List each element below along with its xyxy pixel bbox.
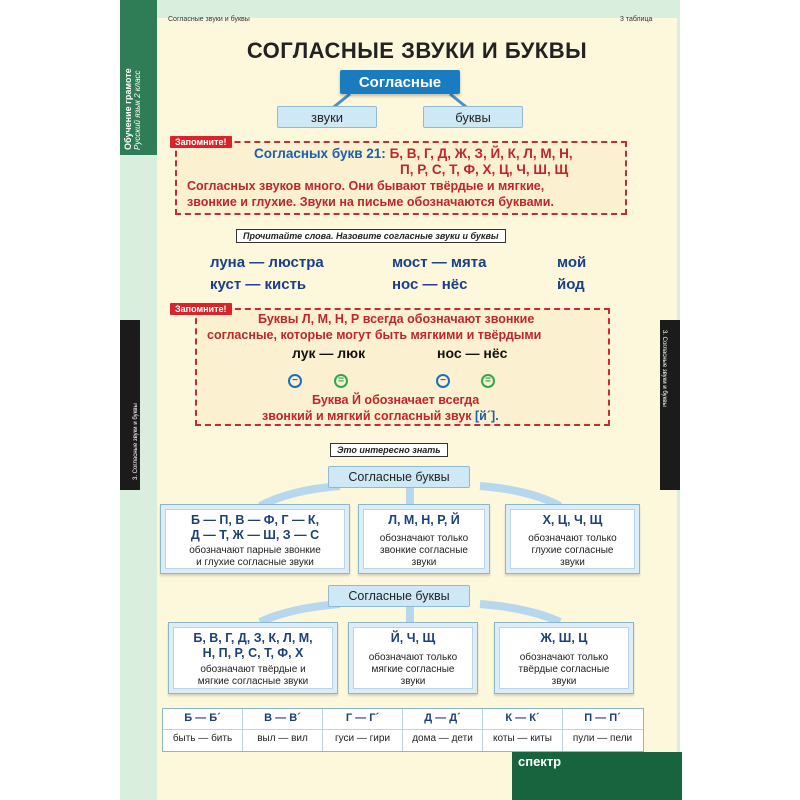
scheme-letters: буквы <box>423 106 523 128</box>
pair-cell: Д — Д´ дома — дети <box>403 709 483 751</box>
interesting-label: Это интересно знать <box>330 443 448 457</box>
card-desc: звуки <box>400 676 426 687</box>
scheme-main: Согласные <box>340 70 460 94</box>
card-desc: мягкие согласные звуки <box>197 676 309 687</box>
remember-badge-1: Запомните! <box>170 136 232 148</box>
pairs-table <box>162 708 644 752</box>
card-letters: Х, Ц, Ч, Щ <box>542 513 603 527</box>
soft-sound-icon: = <box>481 374 495 388</box>
card-letters: Д — Т, Ж — Ш, З — С <box>190 528 320 542</box>
card-desc: звуки <box>560 557 585 568</box>
sidebar-band <box>120 0 157 155</box>
hard-sound-icon: − <box>288 374 302 388</box>
right-side-tab <box>660 320 680 490</box>
header-left: Согласные звуки и буквы <box>168 16 250 23</box>
group2-card-1 <box>168 622 338 694</box>
group2-card-3 <box>494 622 634 694</box>
left-side-tab-text: 3. Согласные звуки и буквы <box>133 403 139 480</box>
pair-cell: К — К´ коты — киты <box>483 709 563 751</box>
pair-cell: П — П´ пули — пели <box>572 712 633 744</box>
card-desc: обозначают только <box>528 533 617 544</box>
hard-sound-icon: − <box>436 374 450 388</box>
card-letters: Л, М, Н, Р, Й <box>388 513 460 527</box>
rule2-line2: согласные, которые могут быть мягкими и твёрдыми <box>207 328 542 342</box>
left-side-tab <box>120 320 140 490</box>
sidebar-line2: Русский язык 2 класс <box>133 70 142 150</box>
pair-cell: В — В´ выл — вил <box>243 709 323 751</box>
card-desc: звуки <box>411 557 437 568</box>
card-letters: Б — П, В — Ф, Г — К, <box>190 513 320 527</box>
publisher-logo <box>512 752 682 800</box>
word-r2c1: куст — кисть <box>210 276 307 293</box>
word-r1c1: луна — люстра <box>210 254 324 271</box>
sidebar-line1: Обучение грамоте <box>123 68 133 150</box>
word-r1c3: мой <box>557 254 587 271</box>
page-title: СОГЛАСНЫЕ ЗВУКИ И БУКВЫ <box>246 38 588 63</box>
card-letters: Ж, Ш, Ц <box>540 631 588 645</box>
rule2-line3: Буква Й обозначает всегда <box>312 393 480 407</box>
card-desc: звуки <box>551 676 577 687</box>
card-desc: обозначают твёрдые и <box>200 664 306 675</box>
rule1-line3: Согласных звуков много. Они бывают твёрдые и мягкие, <box>187 179 545 193</box>
group1-title: Согласные буквы <box>328 466 470 488</box>
rule2-pair1: лук — люк <box>292 345 366 361</box>
soft-sound-icon: = <box>334 374 348 388</box>
word-r2c2: нос — нёс <box>392 276 468 293</box>
card-letters: Й, Ч, Щ <box>390 631 436 645</box>
card-desc: твёрдые согласные <box>518 664 610 675</box>
card-desc: обозначают только <box>519 652 609 663</box>
logo-text: спектр <box>518 754 562 769</box>
rule1-letters2: П, Р, С, Т, Ф, Х, Ц, Ч, Ш, Щ <box>400 162 569 177</box>
group1-card-3 <box>505 504 640 574</box>
card-desc: звонкие согласные <box>380 545 468 556</box>
header-right: 3 таблица <box>620 16 653 23</box>
card-desc: обозначают парные звонкие <box>189 545 321 556</box>
right-side-tab-text: 3. Согласные звуки и буквы <box>661 330 667 407</box>
group2-card-2 <box>348 622 478 694</box>
card-desc: обозначают только <box>368 652 458 663</box>
rule2-pair2: нос — нёс <box>437 345 508 361</box>
card-desc: мягкие согласные <box>371 664 455 675</box>
rule2-line1: Буквы Л, М, Н, Р всегда обозначают звонкие <box>258 312 535 326</box>
rule1-line4: звонкие и глухие. Звуки на письме обозначаются буквами. <box>187 195 554 209</box>
rule2-line4b: [й´]. <box>475 409 499 423</box>
pair-cell: Б — Б´ быть — бить <box>163 709 243 751</box>
remember-badge-2: Запомните! <box>170 303 232 315</box>
rule1-prefix: Согласных букв 21: <box>254 146 386 161</box>
group2-title: Согласные буквы <box>328 585 470 607</box>
card-desc: и глухие согласные звуки <box>196 557 314 568</box>
group1-card-1 <box>160 504 350 574</box>
rule1-letters1: Б, В, Г, Д, Ж, З, Й, К, Л, М, Н, <box>389 146 573 161</box>
card-letters: Б, В, Г, Д, З, К, Л, М, <box>193 631 313 645</box>
pair-cell: Г — Г´ гуси — гири <box>323 709 403 751</box>
instruction-label: Прочитайте слова. Назовите согласные звуки и буквы <box>236 229 506 243</box>
card-letters: Н, П, Р, С, Т, Ф, Х <box>202 646 304 660</box>
card-desc: обозначают только <box>379 533 469 544</box>
word-r1c2: мост — мята <box>392 254 487 271</box>
card-desc: глухие согласные <box>531 545 614 556</box>
word-r2c3: йод <box>557 276 585 293</box>
rule2-line4a: звонкий и мягкий согласный звук <box>262 409 472 423</box>
group1-card-2 <box>358 504 490 574</box>
scheme-sounds: звуки <box>277 106 377 128</box>
